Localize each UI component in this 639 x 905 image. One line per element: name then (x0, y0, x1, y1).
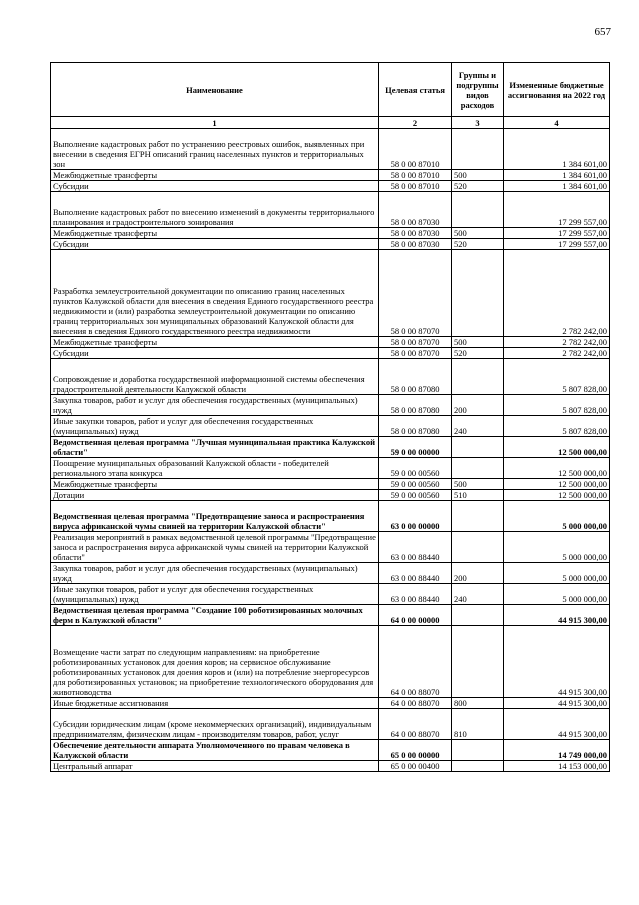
row-expense-group (452, 626, 504, 698)
row-expense-group: 200 (452, 395, 504, 416)
row-target-article: 58 0 00 87010 (379, 181, 452, 192)
row-amount: 14 153 000,00 (504, 761, 610, 772)
row-amount: 2 782 242,00 (504, 348, 610, 359)
row-expense-group: 520 (452, 348, 504, 359)
row-target-article: 58 0 00 87070 (379, 348, 452, 359)
row-name: Субсидии (51, 181, 379, 192)
row-name: Выполнение кадастровых работ по устранению реестровых ошибок, выявленных при внесении в сведения ЕГРН описаний границ населенных пунктов и территориальных зон (51, 129, 379, 170)
header-expense-groups: Группы и подгруппы видов расходов (452, 63, 504, 117)
header-amount-2022: Измененные бюджетные ассигнования на 2022 год (504, 63, 610, 117)
row-target-article: 59 0 00 00560 (379, 490, 452, 501)
row-expense-group: 500 (452, 479, 504, 490)
row-name: Реализация мероприятий в рамках ведомственной целевой программы "Предотвращение заноса и распространения вируса африканской чумы свиней на территории Калужской области" (51, 532, 379, 563)
row-name: Возмещение части затрат по следующим направлениям: на приобретение роботизированных установок для доения коров; на сервисное обслуживание роботизированных установок для доения коров и (или) на потребление энергоресурсов для роботизированных установок; на приобретение технологического оборудования для животноводства (51, 626, 379, 698)
row-target-article: 58 0 00 87070 (379, 250, 452, 337)
table-row (51, 250, 610, 337)
row-target-article: 58 0 00 87010 (379, 129, 452, 170)
row-amount: 5 807 828,00 (504, 395, 610, 416)
row-name: Закупка товаров, работ и услуг для обеспечения государственных (муниципальных) нужд (51, 563, 379, 584)
row-amount: 17 299 557,00 (504, 192, 610, 228)
row-name: Иные закупки товаров, работ и услуг для обеспечения государственных (муниципальных) нужд (51, 584, 379, 605)
row-name: Центральный аппарат (51, 761, 379, 772)
page-number: 657 (594, 26, 611, 38)
table-row (51, 437, 610, 458)
row-amount: 5 807 828,00 (504, 359, 610, 395)
row-name: Дотации (51, 490, 379, 501)
row-expense-group: 500 (452, 170, 504, 181)
row-name: Иные бюджетные ассигнования (51, 698, 379, 709)
column-number: 4 (504, 117, 610, 129)
row-expense-group (452, 192, 504, 228)
row-amount: 17 299 557,00 (504, 239, 610, 250)
column-number: 1 (51, 117, 379, 129)
row-target-article: 59 0 00 00560 (379, 458, 452, 479)
row-amount: 44 915 300,00 (504, 698, 610, 709)
row-expense-group (452, 740, 504, 761)
row-target-article: 58 0 00 87010 (379, 170, 452, 181)
table-row (51, 709, 610, 740)
table-row (51, 228, 610, 239)
row-expense-group: 240 (452, 584, 504, 605)
row-amount: 5 000 000,00 (504, 532, 610, 563)
row-target-article: 58 0 00 87030 (379, 192, 452, 228)
row-expense-group: 200 (452, 563, 504, 584)
row-amount: 17 299 557,00 (504, 228, 610, 239)
row-target-article: 58 0 00 87030 (379, 239, 452, 250)
row-expense-group: 520 (452, 239, 504, 250)
row-amount: 2 782 242,00 (504, 250, 610, 337)
row-amount: 1 384 601,00 (504, 181, 610, 192)
column-number-row (51, 117, 610, 129)
row-expense-group (452, 605, 504, 626)
row-amount: 2 782 242,00 (504, 337, 610, 348)
table-row (51, 129, 610, 170)
header-name: Наименование (51, 63, 379, 117)
table-row (51, 532, 610, 563)
row-amount: 44 915 300,00 (504, 626, 610, 698)
row-name: Выполнение кадастровых работ по внесению изменений в документы территориального планирования и градостроительного зонирования (51, 192, 379, 228)
row-amount: 5 000 000,00 (504, 584, 610, 605)
table-row (51, 181, 610, 192)
row-name: Межбюджетные трансферты (51, 479, 379, 490)
table-row (51, 490, 610, 501)
row-target-article: 58 0 00 87080 (379, 395, 452, 416)
row-target-article: 64 0 00 00000 (379, 605, 452, 626)
row-expense-group: 810 (452, 709, 504, 740)
header-target-article: Целевая статья (379, 63, 452, 117)
table-row (51, 605, 610, 626)
table-row (51, 192, 610, 228)
table-row (51, 501, 610, 532)
row-amount: 12 500 000,00 (504, 479, 610, 490)
row-name: Субсидии юридическим лицам (кроме некоммерческих организаций), индивидуальным предпринимателям, физическим лицам - производителям товаров, работ, услуг (51, 709, 379, 740)
table-row (51, 359, 610, 395)
row-target-article: 58 0 00 87030 (379, 228, 452, 239)
row-target-article: 59 0 00 00560 (379, 479, 452, 490)
table-row (51, 698, 610, 709)
table-row (51, 239, 610, 250)
row-name: Ведомственная целевая программа "Лучшая муниципальная практика Калужской области" (51, 437, 379, 458)
row-expense-group (452, 359, 504, 395)
row-expense-group: 800 (452, 698, 504, 709)
table-row (51, 458, 610, 479)
table-row (51, 395, 610, 416)
row-target-article: 63 0 00 88440 (379, 532, 452, 563)
row-amount: 12 500 000,00 (504, 437, 610, 458)
row-expense-group: 510 (452, 490, 504, 501)
table-row (51, 584, 610, 605)
row-target-article: 65 0 00 00400 (379, 761, 452, 772)
row-amount: 5 000 000,00 (504, 501, 610, 532)
row-target-article: 58 0 00 87080 (379, 359, 452, 395)
row-amount: 12 500 000,00 (504, 490, 610, 501)
row-amount: 5 000 000,00 (504, 563, 610, 584)
table-row (51, 626, 610, 698)
row-amount: 1 384 601,00 (504, 170, 610, 181)
table-row (51, 170, 610, 181)
table-body (51, 129, 610, 772)
row-target-article: 65 0 00 00000 (379, 740, 452, 761)
column-number: 3 (452, 117, 504, 129)
row-expense-group (452, 250, 504, 337)
table-row (51, 563, 610, 584)
table-row (51, 416, 610, 437)
row-expense-group (452, 501, 504, 532)
row-name: Межбюджетные трансферты (51, 170, 379, 181)
row-name: Субсидии (51, 348, 379, 359)
row-target-article: 63 0 00 00000 (379, 501, 452, 532)
row-name: Межбюджетные трансферты (51, 228, 379, 239)
table-row (51, 761, 610, 772)
row-target-article: 59 0 00 00000 (379, 437, 452, 458)
row-name: Разработка землеустроительной документации по описанию границ населенных пунктов Калужской области для внесения в сведения Единого государственного реестра недвижимости и (или) разработка землеустроительной документации по описанию границ территориальных зон муниципальных образований Калужской области для внесения в сведения Единого государственного реестра недвижимости (51, 250, 379, 337)
row-name: Поощрение муниципальных образований Калужской области - победителей регионального этапа конкурса (51, 458, 379, 479)
column-number: 2 (379, 117, 452, 129)
row-target-article: 64 0 00 88070 (379, 709, 452, 740)
table-row (51, 479, 610, 490)
row-expense-group (452, 129, 504, 170)
row-target-article: 63 0 00 88440 (379, 584, 452, 605)
row-amount: 5 807 828,00 (504, 416, 610, 437)
row-name: Ведомственная целевая программа "Создание 100 роботизированных молочных ферм в Калужской области" (51, 605, 379, 626)
row-expense-group (452, 532, 504, 563)
row-expense-group: 240 (452, 416, 504, 437)
row-name: Закупка товаров, работ и услуг для обеспечения государственных (муниципальных) нужд (51, 395, 379, 416)
table-row (51, 348, 610, 359)
row-name: Ведомственная целевая программа "Предотвращение заноса и распространения вируса африканской чумы свиней на территории Калужской области" (51, 501, 379, 532)
row-amount: 44 915 300,00 (504, 605, 610, 626)
row-name: Обеспечение деятельности аппарата Уполномоченного по правам человека в Калужской области (51, 740, 379, 761)
row-target-article: 58 0 00 87080 (379, 416, 452, 437)
table-row (51, 740, 610, 761)
row-expense-group: 520 (452, 181, 504, 192)
row-target-article: 63 0 00 88440 (379, 563, 452, 584)
row-expense-group (452, 437, 504, 458)
budget-table (50, 62, 610, 772)
row-expense-group: 500 (452, 337, 504, 348)
row-expense-group: 500 (452, 228, 504, 239)
row-name: Межбюджетные трансферты (51, 337, 379, 348)
row-amount: 44 915 300,00 (504, 709, 610, 740)
row-expense-group (452, 458, 504, 479)
row-amount: 14 749 000,00 (504, 740, 610, 761)
row-amount: 12 500 000,00 (504, 458, 610, 479)
row-amount: 1 384 601,00 (504, 129, 610, 170)
table-row (51, 337, 610, 348)
row-name: Субсидии (51, 239, 379, 250)
table-header-row (51, 63, 610, 117)
row-name: Иные закупки товаров, работ и услуг для обеспечения государственных (муниципальных) нужд (51, 416, 379, 437)
row-target-article: 64 0 00 88070 (379, 626, 452, 698)
row-target-article: 58 0 00 87070 (379, 337, 452, 348)
row-name: Сопровождение и доработка государственной информационной системы обеспечения градостроительной деятельности Калужской области (51, 359, 379, 395)
row-expense-group (452, 761, 504, 772)
row-target-article: 64 0 00 88070 (379, 698, 452, 709)
